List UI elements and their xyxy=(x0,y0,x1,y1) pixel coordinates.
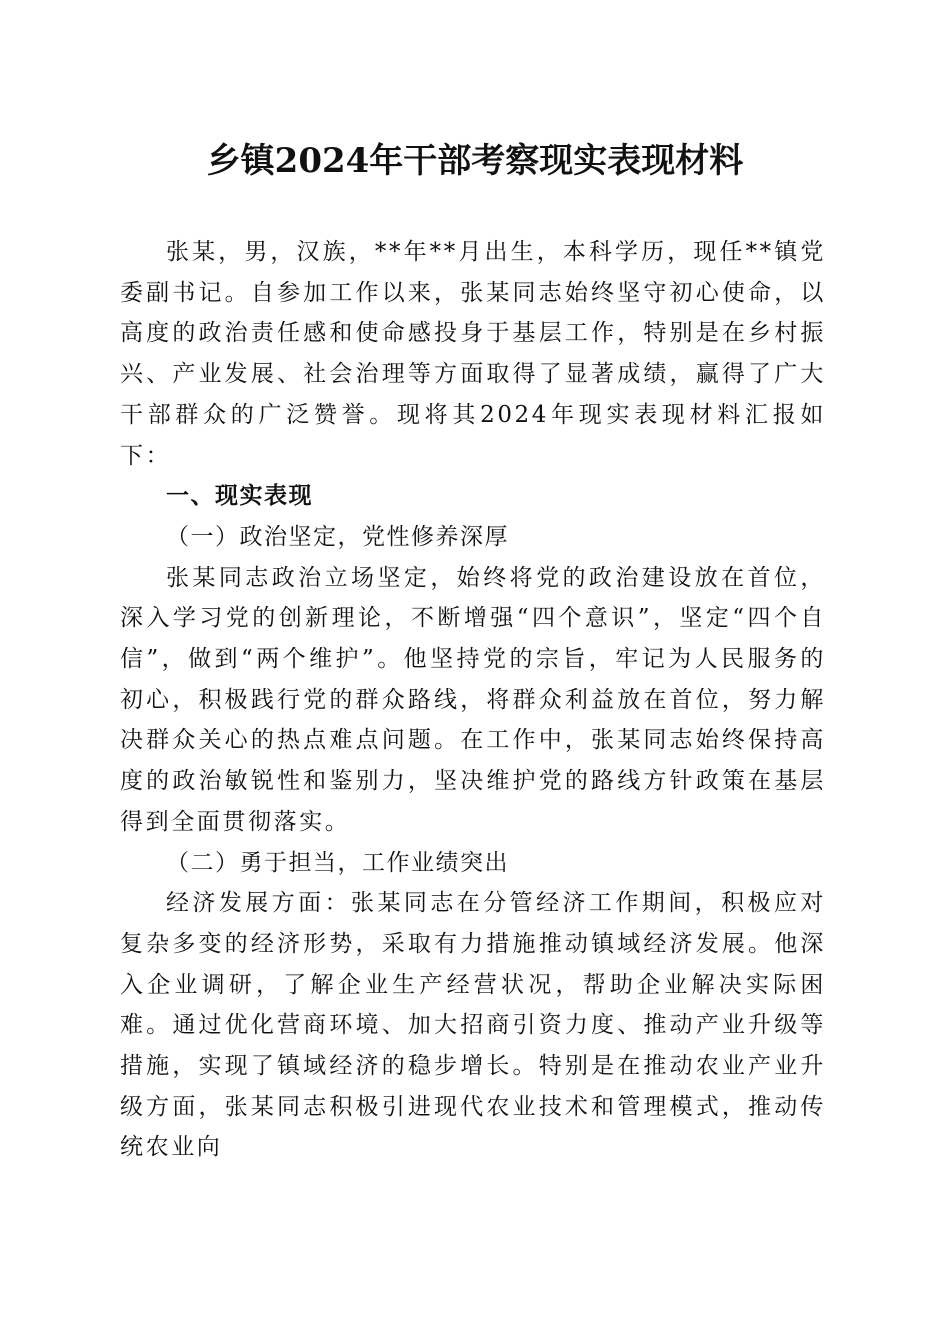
document-body xyxy=(120,232,826,1168)
subsection-heading-1: （一）政治坚定，党性修养深厚 xyxy=(166,523,509,550)
document-title: 乡镇2024年干部考察现实表现材料 xyxy=(206,141,744,181)
subsection-heading-2: （二）勇于担当，工作业绩突出 xyxy=(166,849,509,876)
economy-paragraph: 经济发展方面：张某同志在分管经济工作期间，积极应对复杂多变的经济形势，采取有力措施推动镇域经济发展。他深入企业调研，了解企业生产经营状况，帮助企业解决实际困难。通过优化营商环境、加大招商引资力度、推动产业升级等措施，实现了镇域经济的稳步增长。特别是在推动农业产业升级方面，张某同志积极引进现代农业技术和管理模式，推动传统农业向 xyxy=(120,890,826,1161)
intro-paragraph: 张某，男，汉族，**年**月出生，本科学历，现任**镇党委副书记。自参加工作以来，张某同志始终坚守初心使命，以高度的政治责任感和使命感投身于基层工作，特别是在乡村振兴、产业发展、社会治理等方面取得了显著成绩，赢得了广大干部群众的广泛赞誉。现将其2024年现实表现材料汇报如下： xyxy=(120,239,826,469)
section-heading-1: 一、现实表现 xyxy=(166,482,313,510)
political-paragraph: 张某同志政治立场坚定，始终将党的政治建设放在首位，深入学习党的创新理论，不断增强“四个意识”，坚定“四个自信”，做到“两个维护”。他坚持党的宗旨，牢记为人民服务的初心，积极践行党的群众路线，将群众利益放在首位，努力解决群众关心的热点难点问题。在工作中，张某同志始终保持高度的政治敏锐性和鉴别力，坚决维护党的路线方针政策在基层得到全面贯彻落实。 xyxy=(120,564,826,835)
